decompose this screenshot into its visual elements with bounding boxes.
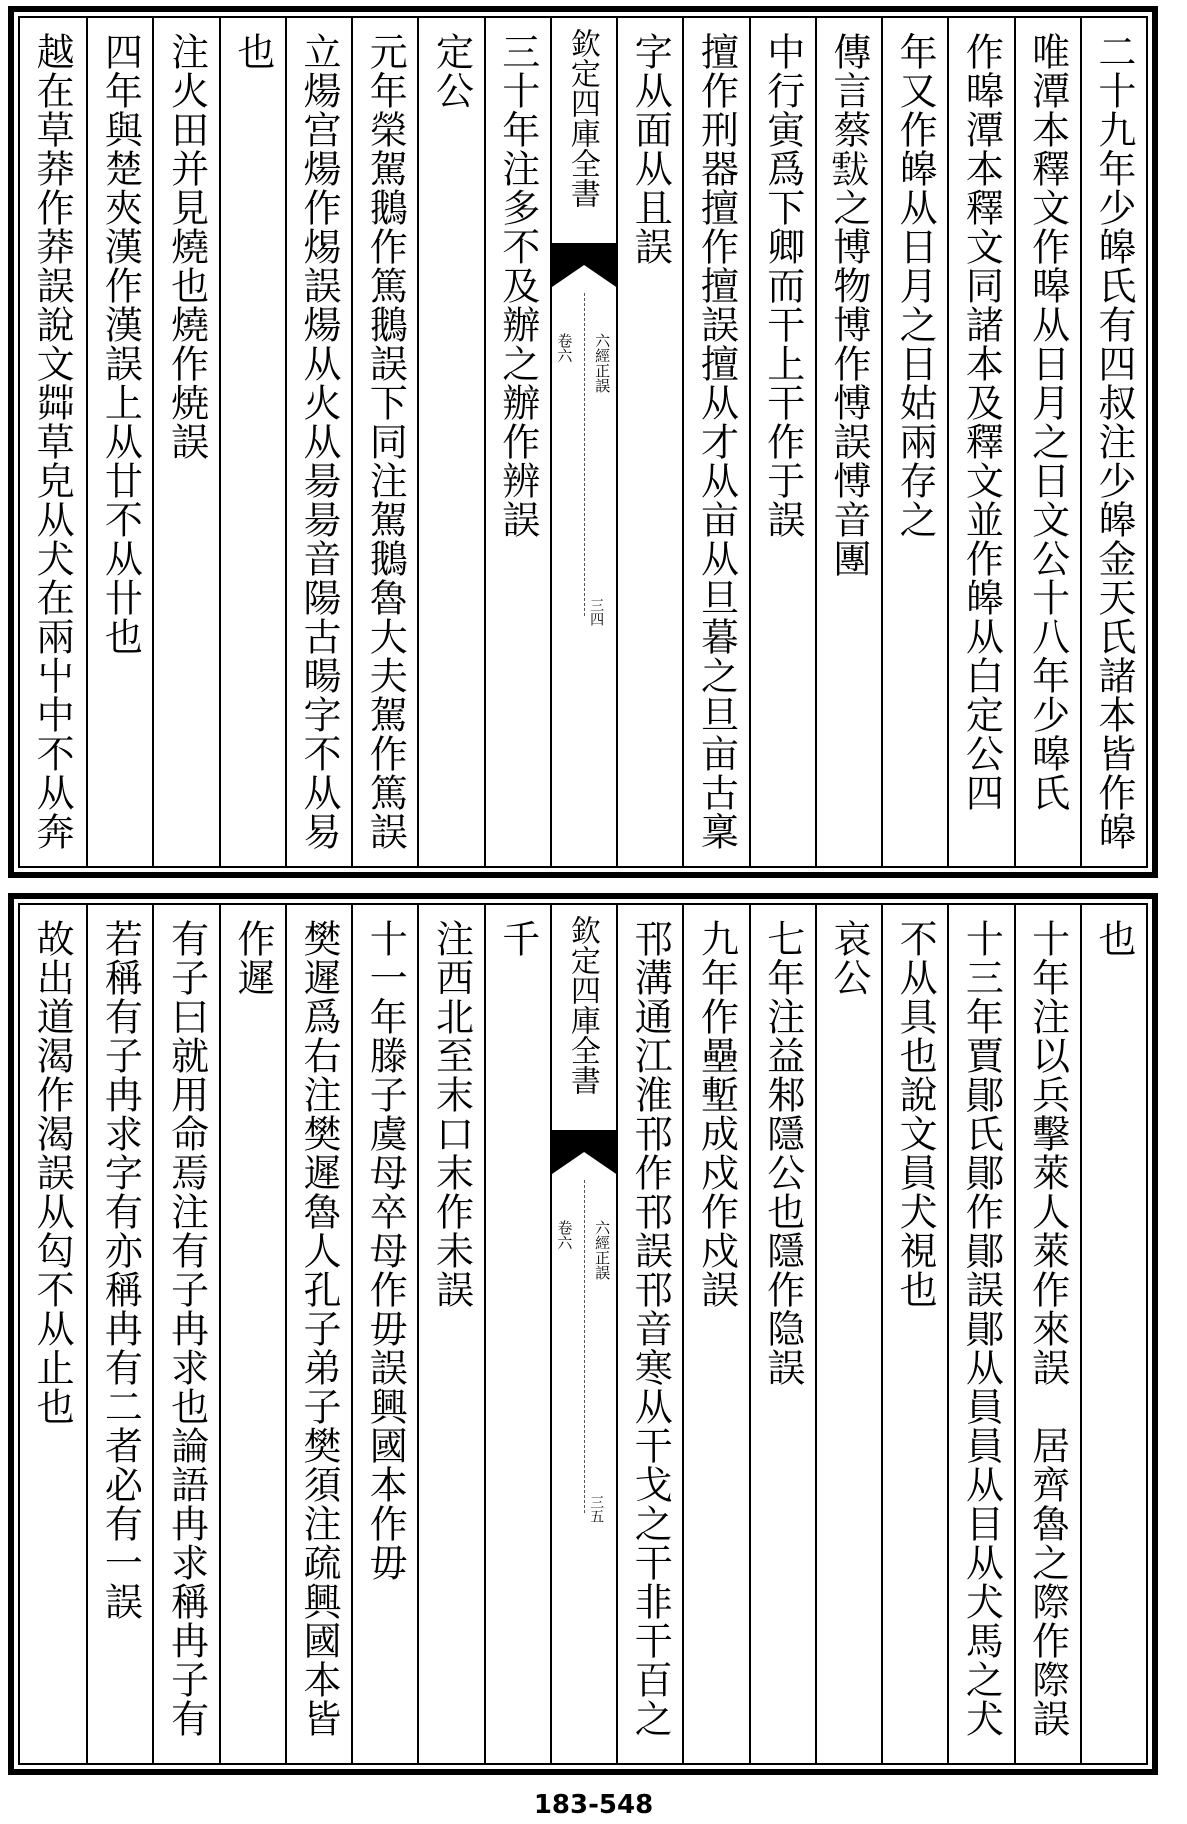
- leaf-number: 三五: [588, 1495, 605, 1523]
- text-column: [152, 905, 218, 1763]
- column-text: 傳言蔡𩃶之博物博作愽誤愽音團: [826, 32, 871, 578]
- fishtail-mark-icon: [552, 1130, 616, 1174]
- column-text: 字从面从且誤: [628, 32, 673, 266]
- column-text: 邗溝通江淮邗作邗誤邗音寒从干戈之干非干百之: [628, 919, 673, 1738]
- column-text: 千: [495, 919, 540, 958]
- text-column: [20, 905, 86, 1763]
- text-column: [682, 905, 748, 1763]
- top-page-frame: [18, 16, 1148, 868]
- column-text: 故出道渴作渴誤从匃不从止也: [30, 919, 75, 1426]
- text-column: [1014, 18, 1080, 866]
- column-text: 樊遲爲右注樊遲魯人孔子弟子樊須注疏興國本皆: [297, 919, 342, 1738]
- text-column: [86, 18, 152, 866]
- column-text: 唯潭本釋文作暤从日月之日文公十八年少暤氏: [1025, 32, 1070, 812]
- collection-title: 欽定四庫全書: [564, 915, 600, 1095]
- text-column: [417, 905, 483, 1763]
- text-column: [86, 905, 152, 1763]
- volume-label: 卷六: [555, 333, 574, 363]
- text-column: [616, 18, 682, 866]
- bottom-page-frame: [18, 903, 1148, 1765]
- text-column: [152, 18, 218, 866]
- text-column: [484, 905, 550, 1763]
- fishtail-mark-icon: [552, 243, 616, 287]
- text-column: [616, 905, 682, 1763]
- text-column: [20, 18, 86, 866]
- column-text: 四年與楚夾漢作漢誤上从廿不从卄也: [98, 32, 143, 656]
- column-text: 三十年注多不及辦之辦作辨誤: [495, 32, 540, 539]
- center-fold-column: [550, 905, 616, 1763]
- text-column: [1014, 905, 1080, 1763]
- text-column: [947, 18, 1013, 866]
- volume-label: 卷六: [555, 1220, 574, 1250]
- column-text: 年又作皞从日月之日姑兩存之: [893, 32, 938, 539]
- text-column: [682, 18, 748, 866]
- collection-title: 欽定四庫全書: [564, 28, 600, 208]
- column-text: 作暤潭本釋文同諸本及釋文並作皞从白定公四: [959, 32, 1004, 812]
- leaf-number: 三四: [588, 598, 605, 626]
- column-text: 七年注益邾隱公也隱作隐誤: [760, 919, 805, 1387]
- column-text: 若稱有子冉求字有亦稱冉有二者必有一誤: [98, 919, 143, 1621]
- column-text: 也: [230, 32, 275, 71]
- text-column: [815, 905, 881, 1763]
- column-text: 注西北至末口末作未誤: [429, 919, 474, 1309]
- text-column: [749, 905, 815, 1763]
- column-text: 十一年滕子虞母卒母作毋誤興國本作毋: [363, 919, 408, 1582]
- column-text: 越在草莽作莽誤說文茻草皃从犬在兩屮中不从奔: [30, 32, 75, 851]
- column-text: 注火田并見燒也燒作焼誤: [164, 32, 209, 461]
- fold-line: [584, 1180, 585, 1513]
- column-text: 中行寅爲下卿而干上干作于誤: [760, 32, 805, 539]
- text-column: [417, 18, 483, 866]
- text-column: [881, 905, 947, 1763]
- fold-line: [584, 293, 585, 616]
- column-text: 擅作刑器擅作擅誤擅从才从亩从旦暮之旦亩古稟: [694, 32, 739, 851]
- column-text: 定公: [429, 32, 474, 110]
- column-text: 不从具也說文員犬視也: [893, 919, 938, 1309]
- column-text: 有子曰就用命焉注有子冉求也論語冉求稱冉子有: [164, 919, 209, 1738]
- text-column: [881, 18, 947, 866]
- column-text: 也: [1091, 919, 1136, 958]
- text-column: [1080, 905, 1146, 1763]
- text-column: [749, 18, 815, 866]
- text-column: [351, 18, 417, 866]
- center-fold-column: [550, 18, 616, 866]
- column-text: 十年注以兵擊萊人萊作來誤 居齊魯之際作際誤: [1025, 919, 1070, 1738]
- column-text: 哀公: [826, 919, 871, 997]
- book-title-label: 六經正誤: [593, 333, 612, 393]
- page-number-footer: 183-548: [533, 1790, 654, 1820]
- bottom-page-panel: [8, 893, 1158, 1775]
- book-title-label: 六經正誤: [593, 1220, 612, 1280]
- column-text: 元年榮駕鵝作篤鵝誤下同注駕鵝魯大夫駕作篤誤: [363, 32, 408, 851]
- text-column: [947, 905, 1013, 1763]
- column-text: 二十九年少皞氏有四叔注少皞金天氏諸本皆作皞: [1091, 32, 1136, 851]
- column-text: 立煬宫煬作焬誤煬从火从昜昜音陽古暘字不从易: [297, 32, 342, 851]
- top-page-panel: [8, 6, 1158, 878]
- text-column: [285, 905, 351, 1763]
- column-text: 作遲: [230, 919, 275, 997]
- text-column: [484, 18, 550, 866]
- column-text: 十三年賈鄖氏鄖作鄖誤鄖从員員从目从犬馬之犬: [959, 919, 1004, 1738]
- text-column: [815, 18, 881, 866]
- text-column: [219, 18, 285, 866]
- text-column: [219, 905, 285, 1763]
- column-text: 九年作壘塹成戍作戍誤: [694, 919, 739, 1309]
- text-column: [285, 18, 351, 866]
- text-column: [351, 905, 417, 1763]
- text-column: [1080, 18, 1146, 866]
